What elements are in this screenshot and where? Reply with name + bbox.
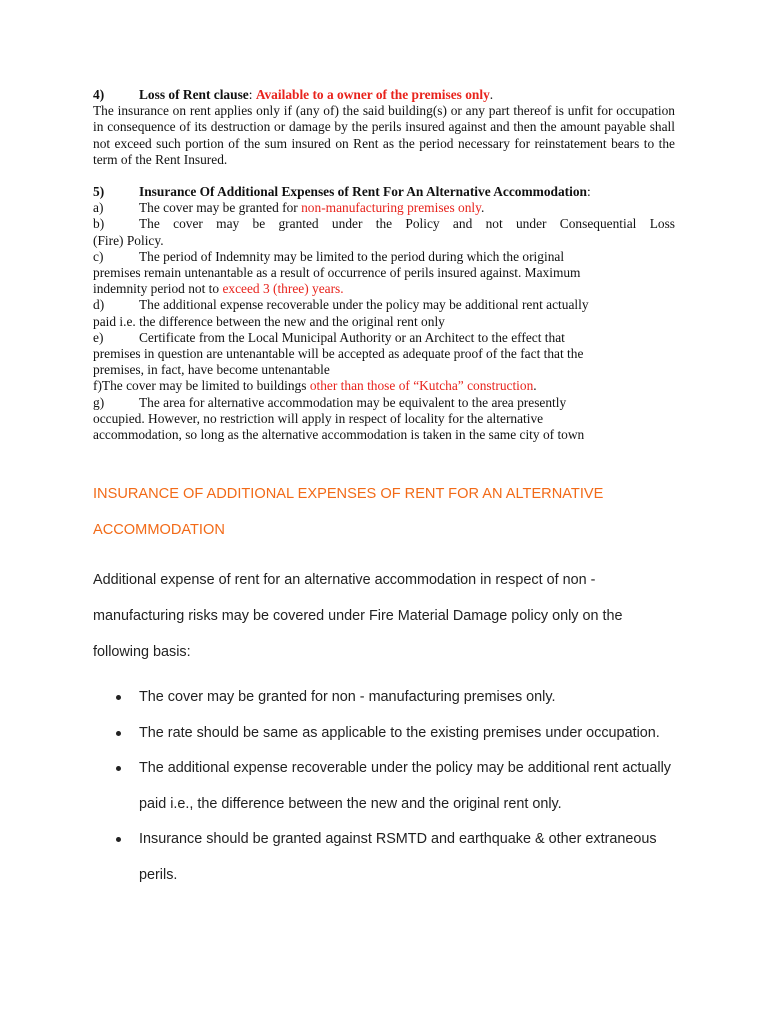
section-highlight: Available to a owner of the premises only [255, 87, 490, 102]
section-4-heading: 4) Loss of Rent clause: Available to a owner of the premises only. [93, 87, 494, 102]
bullet-icon [116, 837, 121, 842]
list-item: The additional expense recoverable under the policy may be additional rent actually paid i.e., the difference between the new and the original rent only. [93, 751, 673, 822]
clause-b: b) The cover may be granted under the Policy and not under Consequential Loss (Fire) Policy. [93, 216, 675, 248]
intro-paragraph: Additional expense of rent for an alternative accommodation in respect of non - manufacturing risks may be covered under Fire Material Damage policy only on the following basis: [93, 572, 623, 660]
section-4-body: The insurance on rent applies only if (any of) the said building(s) or any part thereof is unfit for occupation in consequence of its destruction or damage by the perils insured against and then the amount payable shall not exceed such portion of the sum insured on Rent as the period necessary for reinstatement bears to the term of the Rent Insured. [93, 103, 675, 167]
list-item: Insurance should be granted against RSMTD and earthquake & other extraneous perils. [93, 822, 673, 893]
clause-g: g) The area for alternative accommodation may be equivalent to the area presently occupied. However, no restriction will apply in respect of locality for the alternative accommodation, so long as the alternative accommodation is taken in the same city of town [93, 394, 585, 443]
policy-clauses [93, 87, 675, 443]
clause-e: e) Certificate from the Local Municipal Authority or an Architect to the effect that premises in question are untenantable will be accepted as adequate proof of the fact that the premises, in fact, have become untenantable [93, 329, 584, 378]
section-title: Loss of Rent clause [139, 87, 249, 102]
clause-d: d) The additional expense recoverable under the policy may be additional rent actually paid i.e. the difference between the new and the original rent only [93, 297, 589, 329]
section-5-heading: 5) Insurance Of Additional Expenses of Rent For An Alternative Accommodation: [93, 184, 591, 200]
list-item: The cover may be granted for non - manufacturing premises only. [93, 680, 673, 716]
section-number: 4) [93, 87, 105, 102]
clause-f: f)The cover may be limited to buildings other than those of “Kutcha” construction. [93, 378, 537, 394]
bullet-icon [116, 766, 121, 771]
section-heading: INSURANCE OF ADDITIONAL EXPENSES OF RENT FOR AN ALTERNATIVE ACCOMMODATION [93, 486, 604, 538]
bullet-icon [116, 731, 121, 736]
bullet-icon [116, 695, 121, 700]
clause-c: c) The period of Indemnity may be limited to the period during which the original premises remain untenantable as a result of occurrence of perils insured against. Maximum indemnity period not to exceed 3 (three) years. [93, 248, 581, 297]
section-title: Insurance Of Additional Expenses of Rent For An Alternative Accommodation [139, 184, 587, 200]
list-item: The rate should be same as applicable to the existing premises under occupation. [93, 716, 673, 752]
section-number: 5) [93, 184, 105, 200]
clause-a: a) The cover may be granted for non-manufacturing premises only. [93, 200, 485, 216]
basis-list [93, 680, 673, 893]
